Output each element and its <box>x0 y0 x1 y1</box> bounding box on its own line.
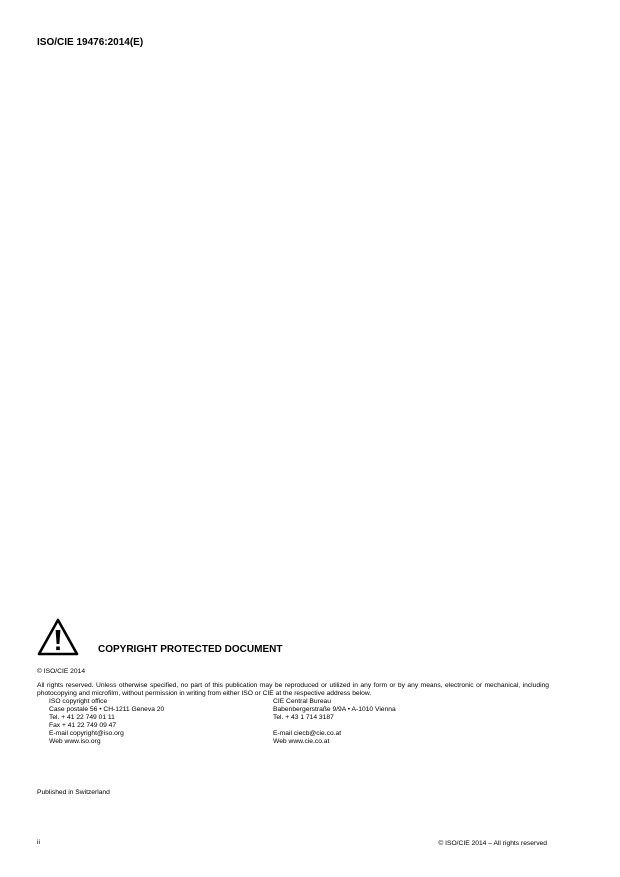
published-in: Published in Switzerland <box>37 789 110 796</box>
iso-office-tel: Tel. + 41 22 749 01 11 <box>49 714 115 721</box>
address-spacer <box>273 722 396 730</box>
cie-bureau-tel: Tel. + 43 1 714 3187 <box>273 714 334 721</box>
copyright-year: © ISO/CIE 2014 <box>37 668 86 675</box>
rights-statement: All rights reserved. Unless otherwise specified, no part of this publication may be reproduced or utilized in any form or by any means, electronic or mechanical, including photocopying and microfilm, without permission in writing from either ISO or CIE at the respective address below. <box>37 682 549 697</box>
iso-office-email: E-mail copyright@iso.org <box>49 730 124 737</box>
cie-bureau-address: Babenbergerstraße 9/9A • A-1010 Vienna <box>273 706 396 713</box>
copyright-header <box>37 618 549 658</box>
contact-addresses <box>37 698 549 758</box>
cie-bureau-email: E-mail ciecb@cie.co.at <box>273 730 342 737</box>
footer-copyright: © ISO/CIE 2014 – All rights reserved <box>438 840 547 847</box>
iso-office-name: ISO copyright office <box>49 698 108 705</box>
cie-central-bureau <box>273 698 396 746</box>
iso-office-fax: Fax + 41 22 749 09 47 <box>49 722 117 729</box>
cie-bureau-name: CIE Central Bureau <box>273 698 331 705</box>
copyright-notice <box>37 618 549 758</box>
page-number: ii <box>37 839 40 846</box>
iso-office-address: Case postale 56 • CH-1211 Geneva 20 <box>49 706 165 713</box>
iso-copyright-office <box>49 698 164 746</box>
copyright-title: COPYRIGHT PROTECTED DOCUMENT <box>98 644 283 655</box>
warning-triangle-icon <box>37 618 79 656</box>
document-id: ISO/CIE 19476:2014(E) <box>37 37 144 48</box>
iso-office-web: Web www.iso.org <box>49 738 101 745</box>
cie-bureau-web: Web www.cie.co.at <box>273 738 330 745</box>
